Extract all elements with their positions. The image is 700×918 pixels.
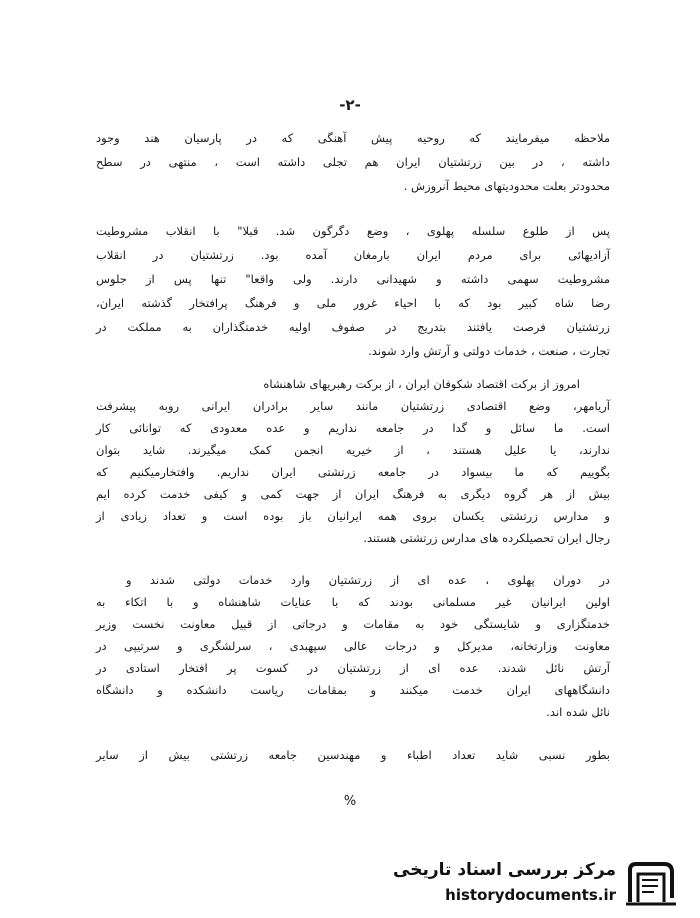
text-line: نائل شده اند. [546, 705, 610, 719]
text-line: اولین ایرانیان غیر مسلمانی بودند که با عنایات شاهنشاه و با اتکاء به [96, 595, 610, 609]
text-line: است. ما سائل و گدا در جامعه نداریم و عده معدودی که توانائی کار [96, 421, 610, 435]
text-line: رضا شاه کبیر بود که با احیاء غرور ملی و فرهنگ پرافتخار گذشته ایران، [96, 296, 610, 310]
text-line: آزادیهائی برای مردم ایران بارمغان آمده بود. زرتشتیان در انقلاب [96, 248, 610, 262]
text-line: زرتشتیان فرصت یافتند بتدریج در صفوف اولیه خدمتگذاران به مملکت در [96, 320, 610, 334]
text-line: دانشگاههای ایران خدمت میکنند و بمقامات ریاست دانشکده و دانشگاه [96, 683, 610, 697]
text-line: رجال ایران تحصیلکرده های مدارس زرتشتی هستند. [363, 531, 610, 545]
text-line: مشروطیت سهمی داشته و شهیدانی دارند. ولی واقعا" تنها پس از جلوس [96, 272, 610, 286]
text-line: امروز از برکت اقتصاد شکوفان ایران ، از برکت رهبریهای شاهنشاه [263, 377, 580, 391]
text-line: ندارند، یا علیل هستند ، از خیریه انجمن کمک میگیرند. شاید بتوان [96, 443, 610, 457]
paragraph-5 [96, 747, 610, 767]
text-line: محدودتر بعلت محدودیتهای محیط آنروزش . [403, 179, 610, 193]
text-line: پس از طلوع سلسله پهلوی ، وضع دگرگون شد. قبلا" با انقلاب مشروطیت [96, 224, 610, 238]
archive-logo-icon [624, 858, 678, 908]
paragraph-4 [96, 572, 610, 722]
paragraph-3 [96, 376, 610, 566]
text-line: در دوران پهلوی ، عده ای از زرتشتیان وارد خدمات دولتی شدند و [126, 573, 610, 587]
text-line: بگوییم که ما بیسواد در جامعه زرتشتی ایران نداریم. وافتخارمیکنیم که [96, 465, 610, 479]
paragraph-1 [96, 130, 610, 200]
document-body [96, 0, 610, 918]
text-line: آرتش نائل شدند. عده ای از زرتشتیان در کسوت پر افتخار استادی در [96, 661, 610, 675]
page-number: -۲- [339, 96, 361, 114]
text-line: بیش از هر گروه دیگری به فرهنگ ایران از جهت کمی و کیفی خدمت کرده ایم [96, 487, 610, 501]
text-line: خدمتگزاری و شایستگی خود به مقامات و درجاتی از قبیل معاونت نخست وزیر [96, 617, 610, 631]
text-line: معاونت وزارتخانه، مدیرکل و درجات عالی سپهبدی ، سرلشگری و سرتیپی در [96, 639, 610, 653]
watermark-url: historydocuments.ir [445, 886, 616, 904]
text-line: بطور نسبی شاید تعداد اطباء و مهندسین جامعه زرتشتی بیش از سایر [96, 748, 610, 762]
text-line: آریامهر، وضع اقتصادی زرتشتیان مانند سایر برادران ایرانی روبه پیشرفت [96, 399, 610, 413]
text-line: تجارت ، صنعت ، خدمات دولتی و آرتش وارد شوند. [368, 344, 610, 358]
text-line: ملاحظه میفرمایند که روحیه پیش آهنگی که در پارسیان هند وجود [96, 131, 610, 145]
text-line: و مدارس زرتشتی یکسان بروی همه ایرانیان باز بوده است و تعداد زیادی از [96, 509, 610, 523]
watermark-title: مرکز بررسی اسناد تاریخی [393, 860, 616, 880]
archive-watermark [388, 856, 688, 912]
text-line: داشته ، در بین زرتشتیان ایران هم تجلی داشته است ، منتهی در سطح [96, 155, 610, 169]
footer-mark: % [343, 794, 357, 809]
paragraph-2 [96, 223, 610, 363]
